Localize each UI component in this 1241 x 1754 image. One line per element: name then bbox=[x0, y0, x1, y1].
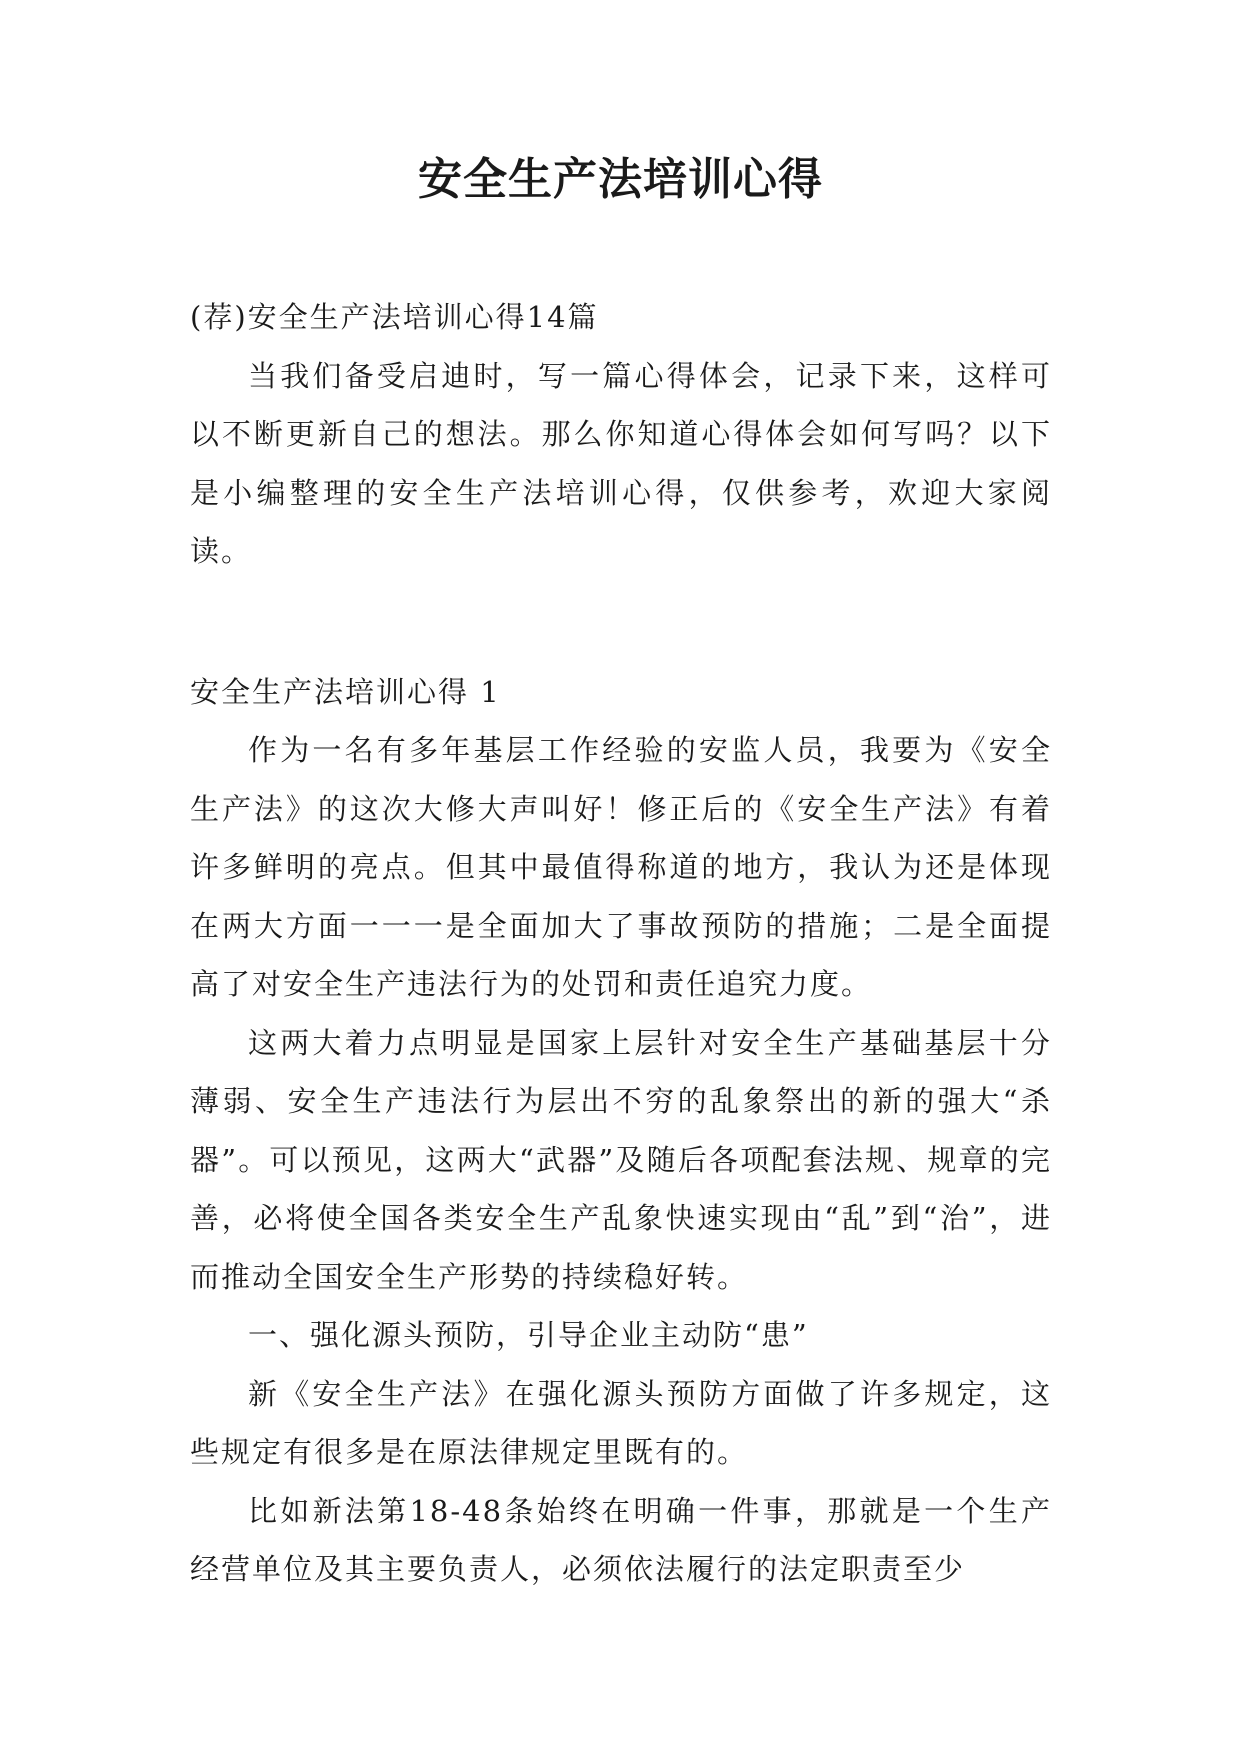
section-spacer bbox=[190, 581, 1052, 663]
subsection-heading: 一、强化源头预防，引导企业主动防“患” bbox=[248, 1318, 809, 1352]
body-paragraph: 新《安全生产法》在强化源头预防方面做了许多规定，这些规定有很多是在原法律规定里既有的。 bbox=[190, 1376, 1052, 1469]
intro-paragraph: 当我们备受启迪时，写一篇心得体会，记录下来，这样可以不断更新自己的想法。那么你知道心得体会如何写吗？以下是小编整理的安全生产法培训心得，仅供参考，欢迎大家阅读。 bbox=[190, 358, 1052, 568]
body-paragraph: 比如新法第18-48条始终在明确一件事，那就是一个生产经营单位及其主要负责人，必须依法履行的法定职责至少 bbox=[190, 1493, 1052, 1586]
document-title: 安全生产法培训心得 bbox=[418, 154, 823, 205]
section-heading: 安全生产法培训心得 1 bbox=[190, 674, 501, 709]
document-subtitle: (荐)安全生产法培训心得14篇 bbox=[190, 300, 599, 334]
body-paragraph: 这两大着力点明显是国家上层针对安全生产基础基层十分薄弱、安全生产违法行为层出不穷的乱象祭出的新的强大“杀器”。可以预见，这两大“武器”及随后各项配套法规、规章的完善，必将使全国各类安全生产乱象快速实现由“乱”到“治”，进而推动全国安全生产形势的持续稳好转。 bbox=[190, 1025, 1052, 1294]
document-body bbox=[190, 288, 1052, 1599]
body-paragraph: 作为一名有多年基层工作经验的安监人员，我要为《安全生产法》的这次大修大声叫好！修正后的《安全生产法》有着许多鲜明的亮点。但其中最值得称道的地方，我认为还是体现在两大方面一一一是全面加大了事故预防的措施；二是全面提高了对安全生产违法行为的处罚和责任追究力度。 bbox=[190, 733, 1052, 1001]
